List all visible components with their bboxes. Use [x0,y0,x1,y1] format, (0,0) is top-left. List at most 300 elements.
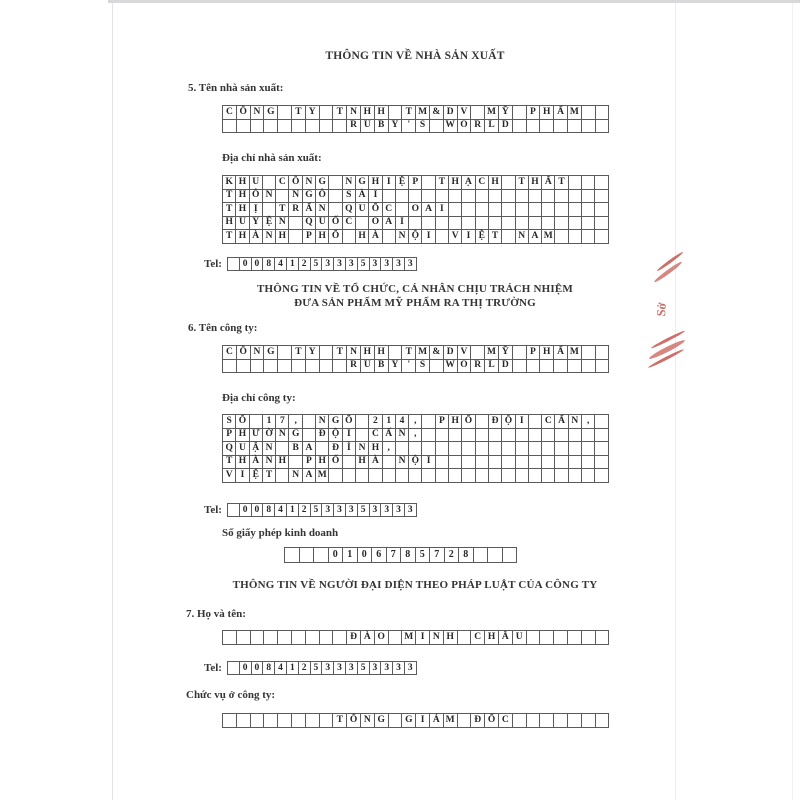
grid-cell: 3 [345,503,358,517]
grid-cell [501,216,515,231]
grid-cell: & [429,345,444,360]
grid-cell: 3 [404,257,417,271]
grid-cell: Â [498,630,513,645]
grid-cell: T [291,105,306,120]
grid-cell [319,119,334,134]
grid-cell: N [262,455,276,470]
grid-cell [541,428,555,443]
grid-cell [475,216,489,231]
grid-cell [342,229,356,244]
grid-cell [305,119,320,134]
grid-cell [250,119,265,134]
grid-cell: Đ [346,630,361,645]
grid-cell: U [512,630,527,645]
grid-cell [501,229,515,244]
grid-cell: 5 [357,661,370,675]
grid-cell: I [415,630,430,645]
grid-cell [554,216,568,231]
label-tel: Tel: [204,257,222,270]
grid-cell [512,345,527,360]
grid-cell [526,119,541,134]
grid-cell [421,468,435,483]
grid-cell [475,428,489,443]
grid-cell [541,441,555,456]
grid-cell [277,359,292,374]
grid-cell: P [526,345,541,360]
grid-cell: H [360,345,375,360]
grid-cell: U [360,119,375,134]
representative-tel [204,661,417,675]
grid-cell: T [275,202,289,217]
grid-cell: 0 [357,547,373,563]
grid-cell [554,189,568,204]
grid-cell [515,202,529,217]
grid-cell: Ấ [554,414,568,429]
grid-cell [475,455,489,470]
grid-cell: N [568,414,582,429]
grid-row [222,428,609,443]
grid-cell [448,441,462,456]
grid-cell: 7 [275,414,289,429]
grid-cell: 1 [262,414,276,429]
grid-cell: 7 [429,547,445,563]
company-tel [204,503,417,517]
grid-row [222,441,609,456]
grid-row [222,189,609,204]
grid-cell [319,713,334,728]
grid-cell [448,468,462,483]
label-tel: Tel: [204,503,222,516]
grid-cell: D [443,345,458,360]
grid-cell [277,345,292,360]
grid-cell [487,547,503,563]
grid-cell: 3 [380,503,393,517]
grid-cell: I [421,455,435,470]
grid-cell: 3 [369,503,382,517]
grid-cell [541,202,555,217]
grid-cell: N [355,441,369,456]
grid-cell: N [275,216,289,231]
grid-cell: C [498,713,513,728]
grid-cell: Ô [315,189,329,204]
grid-cell [568,441,582,456]
grid-cell: D [498,359,513,374]
grid-cell: W [443,359,458,374]
grid-cell [581,441,595,456]
grid-cell: 3 [369,257,382,271]
grid-cell: 3 [392,257,405,271]
label-position: Chức vụ ở công ty: [186,689,276,701]
grid-cell: Đ [470,713,485,728]
grid-cell [388,345,403,360]
grid-cell: P [526,105,541,120]
grid-cell [355,468,369,483]
grid-cell: M [401,630,416,645]
grid-cell [528,216,542,231]
grid-cell: N [275,428,289,443]
grid-cell [515,468,529,483]
grid-cell: , [408,414,422,429]
grid-cell [515,455,529,470]
grid-cell [594,468,608,483]
page-left-edge [112,3,113,800]
grid-cell [554,428,568,443]
grid-cell: Ệ [395,175,409,190]
grid-cell: À [368,229,382,244]
grid-cell: C [222,105,237,120]
grid-cell [541,455,555,470]
grid-cell: M [567,105,582,120]
grid-cell [262,175,276,190]
grid-cell: H [315,455,329,470]
grid-cell [277,105,292,120]
grid-cell: H [235,189,249,204]
grid-cell [388,630,403,645]
grid-cell: Ô [236,345,251,360]
grid-row [227,257,417,271]
grid-cell: 3 [404,503,417,517]
grid-cell [488,216,502,231]
grid-cell: Ố [328,455,342,470]
grid-cell [581,468,595,483]
grid-cell: I [461,229,475,244]
grid-cell [470,345,485,360]
grid-cell: Ộ [408,229,422,244]
grid-cell [581,428,595,443]
grid-cell [512,119,527,134]
grid-cell: P [302,455,316,470]
grid-cell: À [360,630,375,645]
grid-cell [395,189,409,204]
grid-cell: A [528,229,542,244]
grid-cell [501,428,515,443]
grid-cell: 3 [333,661,346,675]
grid-cell [488,202,502,217]
grid-cell: H [374,105,389,120]
grid-cell: U [249,175,263,190]
grid-cell [236,119,251,134]
grid-cell: I [382,175,396,190]
grid-cell: H [275,455,289,470]
grid-cell [501,202,515,217]
grid-cell [395,202,409,217]
grid-cell [568,468,582,483]
grid-cell [421,414,435,429]
grid-row [222,414,609,429]
grid-cell [554,229,568,244]
label-tel: Tel: [204,661,222,674]
grid-cell: C [342,216,356,231]
grid-cell [328,202,342,217]
grid-cell: 3 [380,661,393,675]
grid-cell: B [374,119,389,134]
grid-cell [528,441,542,456]
grid-cell: , [288,414,302,429]
grid-cell: I [342,428,356,443]
grid-cell [594,202,608,217]
grid-cell: Đ [488,414,502,429]
grid-cell [539,119,554,134]
grid-cell: U [355,202,369,217]
grid-cell: H [235,202,249,217]
grid-cell: G [328,414,342,429]
grid-cell: N [262,441,276,456]
grid-cell: Ờ [262,428,276,443]
grid-cell: K [222,175,236,190]
grid-row [222,216,609,231]
grid-cell: 8 [400,547,416,563]
grid-cell: N [395,428,409,443]
grid-cell: V [457,105,472,120]
grid-cell: C [541,414,555,429]
grid-cell: Ậ [249,441,263,456]
grid-cell: 5 [310,257,323,271]
grid-cell [435,189,449,204]
grid-cell: G [355,175,369,190]
grid-cell [501,189,515,204]
grid-cell [461,428,475,443]
grid-representative-position [222,713,609,728]
grid-cell: I [421,229,435,244]
grid-cell: 7 [386,547,402,563]
grid-cell: P [408,175,422,190]
grid-cell: T [401,105,416,120]
label-manufacturer-name: 5. Tên nhà sản xuất: [188,82,284,94]
grid-cell [408,441,422,456]
grid-cell: 8 [262,661,275,675]
grid-cell: T [262,468,276,483]
grid-cell: H [528,175,542,190]
grid-cell: Ạ [461,175,475,190]
grid-cell: 5 [357,257,370,271]
grid-cell: 8 [458,547,474,563]
grid-cell: 5 [310,503,323,517]
grid-cell: O [374,630,389,645]
grid-cell: C [475,175,489,190]
heading-legal-representative: THÔNG TIN VỀ NGƯỜI ĐẠI DIỆN THEO PHÁP LUẬT CỦA CÔNG TY [232,579,598,591]
grid-cell: R [470,359,485,374]
grid-cell: Ố [328,229,342,244]
grid-cell [319,105,334,120]
grid-cell [554,202,568,217]
grid-cell: 5 [357,503,370,517]
grid-cell [435,229,449,244]
grid-cell: P [435,414,449,429]
grid-cell [541,468,555,483]
grid-row [284,547,517,563]
grid-cell: T [554,175,568,190]
grid-row [222,345,609,360]
grid-cell [313,547,329,563]
grid-cell: C [368,428,382,443]
grid-cell: 3 [392,661,405,675]
grid-row [222,175,609,190]
grid-cell [488,441,502,456]
grid-cell: G [374,713,389,728]
page-right-edge [675,3,676,800]
grid-cell [461,216,475,231]
grid-cell: , [581,414,595,429]
grid-cell [581,175,595,190]
grid-cell [328,468,342,483]
grid-cell: H [488,175,502,190]
grid-cell: 8 [262,503,275,517]
grid-cell [305,359,320,374]
grid-cell: 3 [333,503,346,517]
grid-cell: H [275,229,289,244]
grid-cell [581,189,595,204]
grid-cell: 1 [286,503,299,517]
grid-cell [382,468,396,483]
grid-cell: Ố [368,202,382,217]
grid-cell [421,428,435,443]
grid-cell: Ì [342,441,356,456]
grid-cell [567,119,582,134]
grid-cell: N [315,414,329,429]
grid-cell [567,713,582,728]
grid-cell [291,359,306,374]
grid-cell: 3 [380,257,393,271]
grid-cell: M [484,105,499,120]
grid-row [227,661,417,675]
grid-cell [277,119,292,134]
grid-cell [275,441,289,456]
grid-cell: T [222,455,236,470]
grid-manufacturer-name [222,105,609,133]
grid-cell: U [315,216,329,231]
grid-cell: A [382,216,396,231]
grid-cell [539,630,554,645]
grid-cell [388,105,403,120]
grid-cell [284,547,300,563]
grid-cell [526,630,541,645]
grid-cell: 3 [345,661,358,675]
grid-cell: Ệ [262,216,276,231]
grid-cell [408,216,422,231]
grid-cell: H [360,105,375,120]
grid-cell [528,414,542,429]
grid-cell: H [374,345,389,360]
grid-cell: 3 [321,257,334,271]
label-company-address: Địa chỉ công ty: [222,392,296,404]
grid-cell: N [288,468,302,483]
grid-cell [448,216,462,231]
grid-cell [388,713,403,728]
grid-cell: V [222,468,236,483]
grid-cell [382,229,396,244]
grid-cell [236,359,251,374]
grid-cell [539,359,554,374]
grid-cell: 2 [298,257,311,271]
grid-cell: S [415,119,430,134]
grid-cell [568,455,582,470]
grid-cell: & [429,105,444,120]
grid-cell: O [457,119,472,134]
grid-cell: M [541,229,555,244]
grid-cell: G [401,713,416,728]
grid-row [222,630,609,645]
grid-cell: T [332,345,347,360]
grid-cell: N [342,175,356,190]
grid-cell: 4 [274,661,287,675]
grid-cell [515,428,529,443]
grid-cell: U [360,359,375,374]
grid-cell [263,713,278,728]
grid-cell: M [567,345,582,360]
grid-cell [568,202,582,217]
label-business-license: Số giấy phép kinh doanh [222,527,339,539]
heading-manufacturer: THÔNG TIN VỀ NHÀ SẢN XUẤT [325,50,505,62]
grid-cell [277,630,292,645]
grid-cell [222,713,237,728]
grid-cell [501,468,515,483]
grid-cell: Y [388,119,403,134]
scan-top-edge [108,0,800,3]
grid-row [222,229,609,244]
grid-cell: 0 [239,661,252,675]
grid-cell [421,175,435,190]
grid-cell: Ô [236,105,251,120]
grid-cell: H [235,175,249,190]
grid-cell [408,189,422,204]
grid-cell [355,428,369,443]
grid-cell: M [415,345,430,360]
grid-cell [515,441,529,456]
grid-cell: Ỹ [498,105,513,120]
grid-cell: 0 [328,547,344,563]
grid-cell: Ẩ [553,105,568,120]
grid-cell [581,359,596,374]
grid-cell: Y [249,216,263,231]
grid-cell [342,468,356,483]
grid-cell [332,359,347,374]
grid-cell: Ư [249,428,263,443]
grid-cell [222,630,237,645]
grid-cell: 2 [368,414,382,429]
grid-cell: T [291,345,306,360]
grid-cell: H [235,455,249,470]
grid-cell [501,441,515,456]
grid-cell: À [368,455,382,470]
grid-cell: Ổ [346,713,361,728]
grid-cell: T [222,202,236,217]
grid-cell [457,630,472,645]
grid-cell: Ấ [382,428,396,443]
grid-cell [595,105,610,120]
heading-responsible-line1: THÔNG TIN VỀ TỔ CHỨC, CÁ NHÂN CHỊU TRÁCH NHIỆM [256,283,573,295]
grid-cell: N [346,345,361,360]
grid-cell: 0 [251,503,264,517]
grid-cell [291,630,306,645]
grid-cell: O [368,216,382,231]
grid-cell [461,189,475,204]
manufacturer-tel [204,257,417,271]
grid-cell [541,189,555,204]
grid-cell: B [374,359,389,374]
grid-cell [302,428,316,443]
grid-cell: 0 [239,503,252,517]
grid-cell [435,468,449,483]
grid-cell: M [484,345,499,360]
grid-cell: G [302,189,316,204]
grid-cell: Ô [288,175,302,190]
grid-cell [501,175,515,190]
grid-cell: P [222,428,236,443]
grid-cell: I [415,713,430,728]
grid-cell: Y [305,105,320,120]
grid-cell [222,359,237,374]
grid-cell: Ị [249,202,263,217]
